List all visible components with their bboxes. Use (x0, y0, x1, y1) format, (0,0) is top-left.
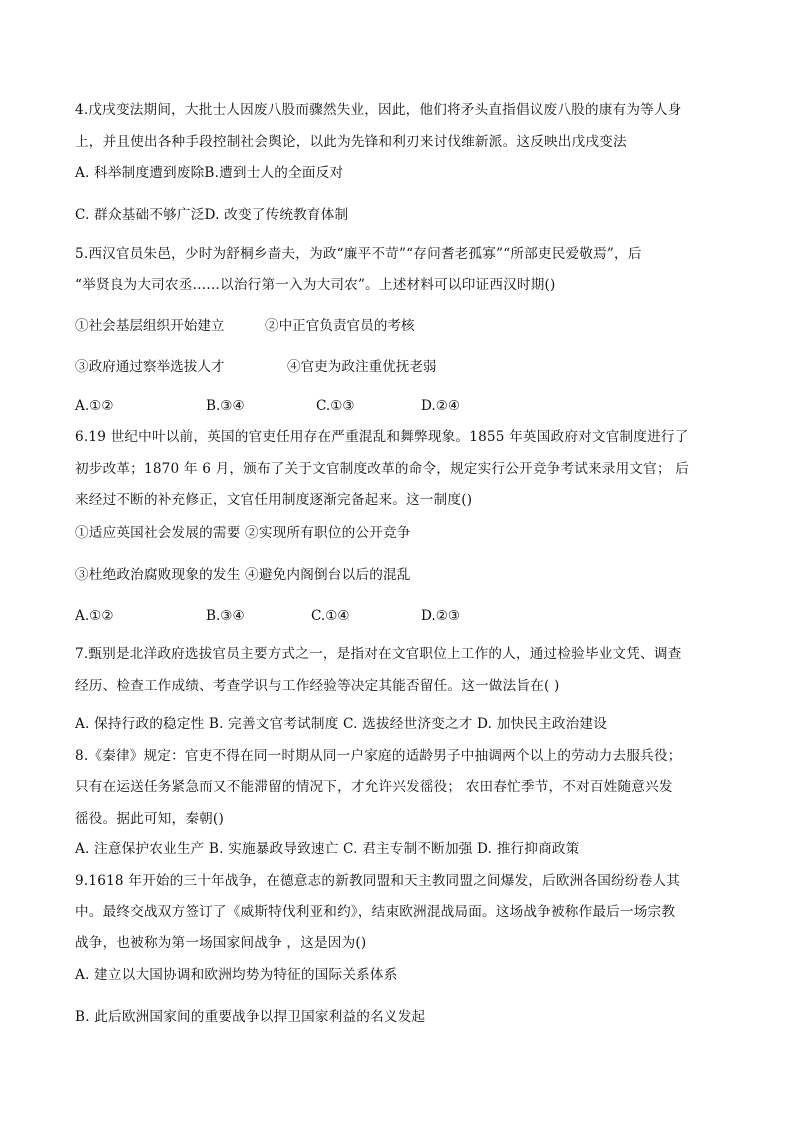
q7-line-2: 经历、检查工作成绩、考查学识与工作经验等决定其能否留任。这一做法旨在( ) (75, 678, 560, 694)
q8-options-line: A. 注意保护农业生产 B. 实施暴政导致速亡 C. 君主专制不断加强 D. 推行抑商政策 (75, 841, 580, 857)
q9-option-b: B. 此后欧洲国家间的重要战争以捍卫国家利益的名义发起 (75, 1009, 426, 1025)
q4-options-line-2: C. 群众基础不够广泛D. 改变了传统教育体制 (75, 207, 349, 223)
q5-line-1: 5.西汉官员朱邑，少时为舒桐乡啬夫，为政“廉平不苛”“存问耆老孤寡”“所部吏民爱敬焉”，后 (75, 246, 642, 262)
q7-options-line: A. 保持行政的稳定性 B. 完善文官考试制度 C. 选拔经世济变之才 D. 加快民主政治建设 (75, 716, 608, 732)
q5-statement-4: ④官吏为政注重优抚老弱 (287, 359, 437, 375)
q6-line-2: 初步改革；1870 年 6 月，颁布了关于文官制度改革的命令，规定实行公开竞争考试来录用文官； 后 (75, 461, 690, 477)
q8-line-2: 只有在运送任务紧急而又不能滞留的情况下，才允许兴发徭役； 农田春忙季节，不对百姓随意兴发 (75, 779, 673, 795)
q6-options (75, 607, 725, 625)
q4-line-2: 上，并且使出各种手段控制社会舆论，以此为先锋和利刃来讨伐维新派。这反映出戊戌变法 (75, 134, 627, 150)
q6-statements-line-1: ①适应英国社会发展的需要 ②实现所有职位的公开竞争 (75, 525, 411, 541)
q5-statements-row-2 (75, 358, 725, 376)
q5-option-c: C.①③ (316, 398, 355, 414)
q5-option-a: A.①② (75, 398, 114, 414)
q5-line-2: “举贤良为大司农丞……以治行第一入为大司农”。上述材料可以印证西汉时期() (75, 277, 556, 293)
q9-option-a: A. 建立以大国协调和欧洲均势为特征的国际关系体系 (75, 967, 398, 983)
q5-options (75, 397, 725, 415)
q6-option-b: B.③④ (206, 608, 245, 624)
q5-option-d: D.②④ (421, 398, 461, 414)
q5-statements-row-1 (75, 317, 725, 335)
q6-option-a: A.①② (75, 608, 114, 624)
q9-line-1: 9.1618 年开始的三十年战争，在德意志的新教同盟和天主教同盟之间爆发，后欧洲各国纷纷卷人其 (75, 873, 681, 889)
q5-statement-3: ③政府通过察举选拔人才 (75, 359, 225, 375)
q7-line-1: 7.甄别是北洋政府选拔官员主要方式之一，是指对在文官职位上工作的人，通过检验毕业文凭、调查 (75, 646, 682, 662)
q4-options-line-1: A. 科举制度遭到废除B.遭到士人的全面反对 (75, 165, 344, 181)
q5-option-b: B.③④ (206, 398, 245, 414)
q9-line-2: 中。最终交战双方签订了《威斯特伐利亚和约》，结束欧洲混战局面。这场战争被称作最后一场宗教 (75, 904, 676, 920)
q5-statement-1: ①社会基层组织开始建立 (75, 318, 225, 334)
q4-line-1: 4.戊戌变法期间，大批士人因废八股而骤然失业，因此，他们将矛头直指倡议废八股的康有为等人身 (75, 102, 682, 118)
q6-option-d: D.②③ (421, 608, 461, 624)
q6-option-c: C.①④ (311, 608, 350, 624)
q8-line-1: 8.《秦律》规定：官吏不得在同一时期从同一户家庭的适龄男子中抽调两个以上的劳动力去服兵役； (75, 748, 682, 764)
q6-line-1: 6.19 世纪中叶以前，英国的官吏任用存在严重混乱和舞弊现象。1855 年英国政府对文官制度进行了 (75, 429, 689, 445)
q6-statements-line-2: ③杜绝政治腐败现象的发生 ④避免内阁倒台以后的混乱 (75, 567, 411, 583)
q9-line-3: 战争，也被称为第一场国家间战争 ，这是因为() (75, 935, 367, 951)
q6-line-3: 来经过不断的补充修正，文官任用制度逐渐完备起来。这一制度() (75, 492, 473, 508)
q5-statement-2: ②中正官负责官员的考核 (265, 318, 415, 334)
q8-line-3: 徭役。据此可知，秦朝() (75, 811, 224, 827)
